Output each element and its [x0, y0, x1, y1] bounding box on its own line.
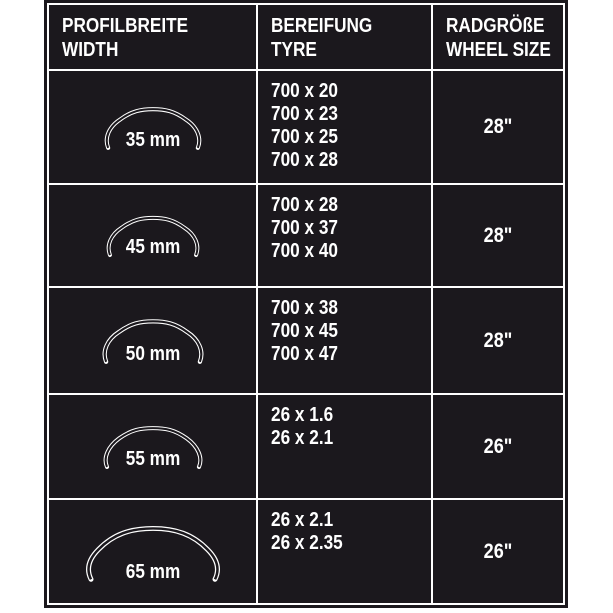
tyre-size: 700 x 40: [271, 240, 338, 262]
tyre-size: 26 x 2.1: [271, 427, 334, 449]
wheel-size: 26": [483, 539, 513, 563]
width-label: 50 mm: [125, 343, 180, 365]
header-wheel-size: [433, 5, 563, 69]
header-wheel-line2: WHEEL SIZE: [446, 39, 551, 61]
width-label: 45 mm: [125, 236, 180, 258]
header-tyre: [258, 5, 431, 69]
tyre-size: 700 x 28: [271, 149, 338, 171]
spec-table-frame: [44, 0, 568, 608]
profile-cell-65mm: [49, 500, 256, 603]
header-wheel-line1: RADGRÖßE: [446, 15, 545, 37]
tyre-cell-45mm: [258, 185, 431, 286]
wheel-size: 26": [483, 434, 513, 458]
header-width-line2: WIDTH: [62, 39, 119, 61]
tyre-size: 700 x 23: [271, 103, 338, 125]
header-tyre-line2: TYRE: [271, 39, 317, 61]
wheel-cell-35mm: [433, 71, 563, 183]
tyre-cell-35mm: [258, 71, 431, 183]
fender-profile-55mm: [86, 423, 220, 470]
width-label: 35 mm: [125, 128, 180, 151]
header-width-line1: PROFILBREITE: [62, 15, 189, 37]
profile-cell-35mm: [49, 71, 256, 183]
tyre-size: 26 x 2.1: [271, 509, 334, 531]
width-label: 55 mm: [125, 448, 180, 470]
profile-cell-55mm: [49, 395, 256, 498]
profile-cell-50mm: [49, 288, 256, 393]
tyre-cell-55mm: [258, 395, 431, 498]
wheel-cell-65mm: [433, 500, 563, 603]
wheel-cell-50mm: [433, 288, 563, 393]
tyre-size: 700 x 47: [271, 343, 338, 365]
fender-profile-35mm: [100, 104, 206, 151]
fender-profile-65mm: [78, 521, 228, 583]
header-tyre-line1: BEREIFUNG: [271, 15, 373, 37]
tyre-size: 700 x 38: [271, 297, 338, 319]
wheel-size: 28": [483, 223, 513, 247]
tyre-size: 26 x 2.35: [271, 532, 343, 554]
tyre-cell-50mm: [258, 288, 431, 393]
fender-profile-45mm: [97, 213, 209, 258]
wheel-size: 28": [483, 115, 513, 138]
width-label: 65 mm: [125, 560, 180, 583]
spec-table: [49, 5, 563, 603]
fender-profile-50mm: [92, 316, 214, 365]
tyre-size: 700 x 20: [271, 80, 338, 102]
tyre-size: 700 x 37: [271, 217, 338, 239]
header-width: [49, 5, 256, 69]
tyre-size: 700 x 25: [271, 126, 338, 148]
tyre-size: 700 x 28: [271, 194, 338, 216]
wheel-cell-55mm: [433, 395, 563, 498]
wheel-cell-45mm: [433, 185, 563, 286]
spec-table-outline: [47, 3, 565, 605]
tyre-size: 700 x 45: [271, 320, 338, 342]
profile-cell-45mm: [49, 185, 256, 286]
tyre-size: 26 x 1.6: [271, 404, 334, 426]
wheel-size: 28": [483, 328, 513, 352]
tyre-cell-65mm: [258, 500, 431, 603]
